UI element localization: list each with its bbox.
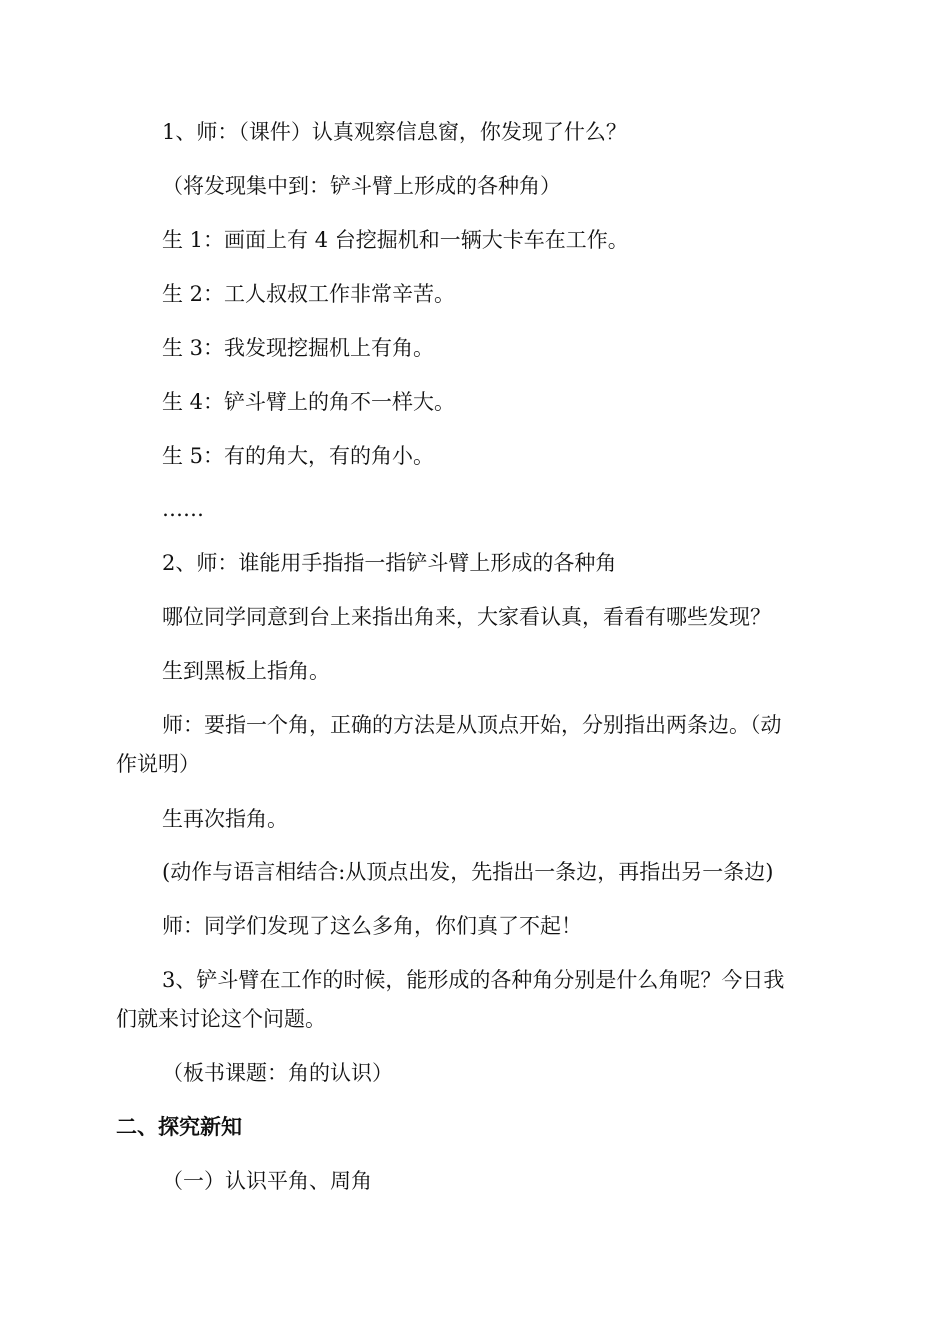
paragraph-line: …… <box>162 497 204 521</box>
paragraph-line: 作说明） <box>116 752 200 776</box>
subsection-heading: （一）认识平角、周角 <box>162 1169 372 1193</box>
paragraph-line: 哪位同学同意到台上来指出角来，大家看认真，看看有哪些发现？ <box>162 605 771 629</box>
paragraph-line: 1、师：（课件）认真观察信息窗，你发现了什么？ <box>162 120 627 144</box>
section-heading: 二、探究新知 <box>116 1115 242 1139</box>
paragraph-line: (动作与语言相结合:从顶点出发，先指出一条边，再指出另一条边) <box>162 860 774 884</box>
paragraph-line: 生到黑板上指角。 <box>162 659 330 683</box>
paragraph-line: 生 1：画面上有 4 台挖掘机和一辆大卡车在工作。 <box>162 228 629 252</box>
paragraph-line: 生 3：我发现挖掘机上有角。 <box>162 336 435 360</box>
paragraph-line: 们就来讨论这个问题。 <box>116 1007 326 1031</box>
paragraph-line: 师：同学们发现了这么多角，你们真了不起！ <box>162 914 582 938</box>
paragraph-line: 师：要指一个角，正确的方法是从顶点开始，分别指出两条边。（动 <box>162 713 782 737</box>
paragraph-line: 生 2：工人叔叔工作非常辛苦。 <box>162 282 456 306</box>
paragraph-line: 3、铲斗臂在工作的时候，能形成的各种角分别是什么角呢？今日我 <box>162 968 785 992</box>
paragraph-line: （板书课题：角的认识） <box>162 1061 393 1085</box>
paragraph-line: 生 5：有的角大，有的角小。 <box>162 444 435 468</box>
paragraph-line: 2、师：谁能用手指指一指铲斗臂上形成的各种角 <box>162 551 617 575</box>
paragraph-line: 生再次指角。 <box>162 807 288 831</box>
paragraph-line: 生 4：铲斗臂上的角不一样大。 <box>162 390 456 414</box>
paragraph-line: （将发现集中到：铲斗臂上形成的各种角） <box>162 174 561 198</box>
